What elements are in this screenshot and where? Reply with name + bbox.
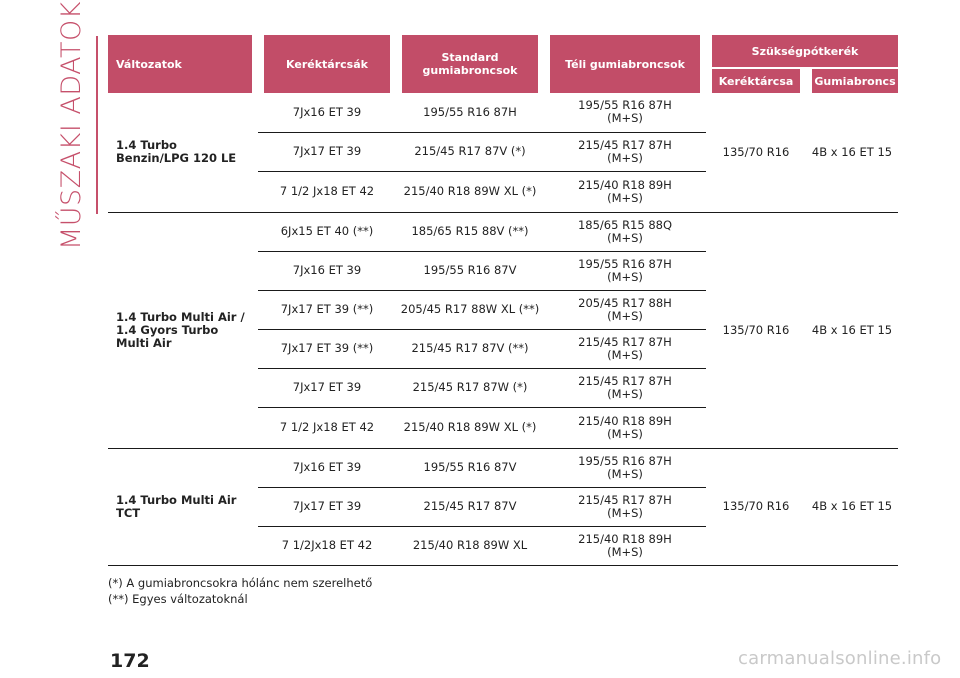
spare-tire-cell: 4B x 16 ET 15 [806,212,898,448]
winter-tire-marking: (M+S) [607,466,643,481]
winter-tire-marking: (M+S) [607,269,643,284]
variant-cell: 1.4 Turbo Multi Air / 1.4 Gyors Turbo Multi Air [108,212,258,448]
winter-tire-cell [544,526,706,565]
winter-tire-cell [544,407,706,448]
table-row [108,448,898,487]
winter-tire-marking: (M+S) [607,505,643,520]
variant-cell: 1.4 Turbo Benzin/LPG 120 LE [108,93,258,212]
winter-tire-marking: (M+S) [607,111,643,126]
variant-cell: 1.4 Turbo Multi Air TCT [108,448,258,565]
header-rims: Keréktárcsák [258,35,396,93]
winter-tire-size: 185/65 R15 88Q [577,217,673,232]
spare-rim-cell: 135/70 R16 [706,212,806,448]
standard-tire-cell: 215/45 R17 87W (*) [396,368,544,407]
spare-tire-cell: 4B x 16 ET 15 [806,448,898,565]
rim-cell: 7Jx16 ET 39 [258,448,396,487]
winter-tire-size: 215/45 R17 87H [578,137,672,152]
winter-tire-cell [544,171,706,212]
winter-tire-cell [544,93,706,132]
winter-tire-cell [544,329,706,368]
winter-tire-marking: (M+S) [607,544,643,559]
header-standard-tires: Standard gumiabroncsok [396,35,544,93]
winter-tire-size: 215/40 R18 89H [578,413,672,428]
winter-tire-size: 215/45 R17 87H [578,373,672,388]
section-title-rule [96,36,98,214]
footnote-hint: (**) Egyes változatoknál [108,592,248,606]
rim-cell: 7Jx17 ET 39 (**) [258,329,396,368]
winter-tire-marking: (M+S) [607,190,643,205]
standard-tire-cell: 215/40 R18 89W XL [396,526,544,565]
table-row [108,93,898,132]
winter-tire-marking: (M+S) [607,308,643,323]
section-title-text: MŰSZAKI ADATOK [56,0,88,250]
rim-cell: 7Jx17 ET 39 (**) [258,290,396,329]
winter-tire-cell [544,251,706,290]
rim-cell: 7 1/2 Jx18 ET 42 [258,407,396,448]
footnotes [108,575,372,607]
winter-tire-size: 215/45 R17 87H [578,334,672,349]
winter-tire-marking: (M+S) [607,347,643,362]
winter-tire-size: 195/55 R16 87H [578,98,672,113]
table-row [108,212,898,251]
header-winter-tires: Téli gumiabroncsok [544,35,706,93]
winter-tire-marking: (M+S) [607,230,643,245]
winter-tire-cell [544,212,706,251]
page-number: 172 [110,650,150,672]
winter-tire-cell [544,290,706,329]
standard-tire-cell: 195/55 R16 87H [396,93,544,132]
standard-tire-cell: 185/65 R15 88V (**) [396,212,544,251]
standard-tire-cell: 205/45 R17 88W XL (**) [396,290,544,329]
winter-tire-size: 195/55 R16 87H [578,256,672,271]
footnote-hint: (*) A gumiabroncsokra hólánc nem szerelhető [108,576,373,590]
standard-tire-cell: 215/45 R17 87V (**) [396,329,544,368]
rim-cell: 7Jx16 ET 39 [258,93,396,132]
rim-cell: 7Jx17 ET 39 [258,132,396,171]
rim-cell: 6Jx15 ET 40 (**) [258,212,396,251]
rim-cell: 7Jx17 ET 39 [258,487,396,526]
rim-cell: 7Jx16 ET 39 [258,251,396,290]
standard-tire-cell: 195/55 R16 87V [396,251,544,290]
rim-cell: 7 1/2 Jx18 ET 42 [258,171,396,212]
winter-tire-cell [544,368,706,407]
winter-tire-size: 195/55 R16 87H [578,453,672,468]
standard-tire-cell: 215/40 R18 89W XL (*) [396,407,544,448]
winter-tire-marking: (M+S) [607,386,643,401]
section-title [52,0,92,250]
winter-tire-cell [544,487,706,526]
header-variants: Változatok [108,35,258,93]
winter-tire-size: 215/45 R17 87H [578,492,672,507]
standard-tire-cell: 215/45 R17 87V [396,487,544,526]
winter-tire-size: 215/40 R18 89H [578,177,672,192]
winter-tire-size: 205/45 R17 88H [578,295,672,310]
winter-tire-size: 215/40 R18 89H [578,531,672,546]
standard-tire-cell: 195/55 R16 87V [396,448,544,487]
header-spare-rim: Keréktárcsa [706,68,806,93]
header-spare-tire: Gumiabroncs [806,68,898,93]
winter-tire-cell [544,132,706,171]
winter-tire-cell [544,448,706,487]
winter-tire-marking: (M+S) [607,150,643,165]
spare-rim-cell: 135/70 R16 [706,93,806,212]
winter-tire-marking: (M+S) [607,426,643,441]
spare-tire-cell: 4B x 16 ET 15 [806,93,898,212]
header-spare-wheel: Szükségpótkerék [706,35,898,68]
watermark: carmanualsonline.info [738,648,942,669]
standard-tire-cell: 215/40 R18 89W XL (*) [396,171,544,212]
tire-spec-table [108,35,898,566]
spare-rim-cell: 135/70 R16 [706,448,806,565]
standard-tire-cell: 215/45 R17 87V (*) [396,132,544,171]
rim-cell: 7Jx17 ET 39 [258,368,396,407]
rim-cell: 7 1/2Jx18 ET 42 [258,526,396,565]
